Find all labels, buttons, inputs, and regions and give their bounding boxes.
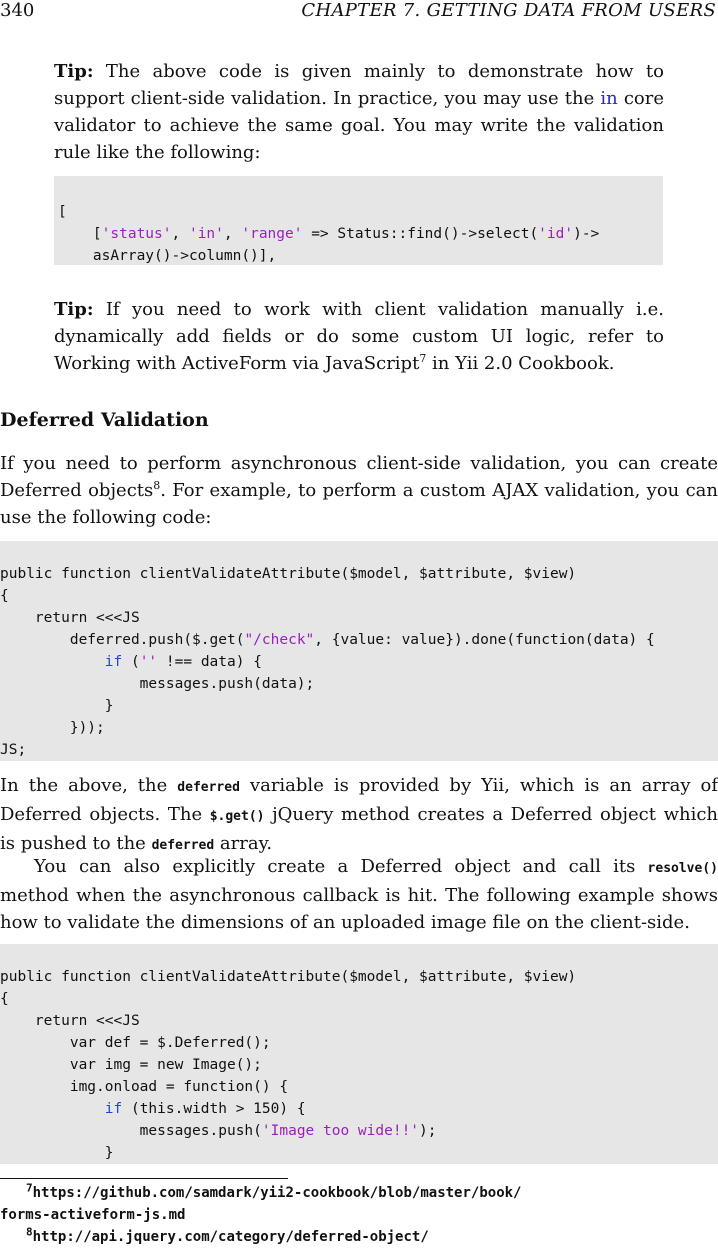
tip-label: Tip: [54,61,94,82]
code-line: deferred.push($.get("/check", {value: value}).done(function(data) { [0,632,655,648]
footnote-7-continued [0,1204,185,1226]
code-line: JS; [0,742,27,758]
code-line: ['status', 'in', 'range' => Status::find()->select('id')-> [58,226,600,242]
tip-text-after: core validator to achieve the same goal. You may write the validation rule like the following: [54,88,664,163]
code-line: public function clientValidateAttribute($model, $attribute, $view) [0,566,577,582]
code-line: var def = $.Deferred(); [0,1035,271,1051]
footnote-7: $^7$https://github.com/samdark/yii2-cookbook/blob/master/book/ [26,1181,522,1201]
in-validator-link[interactable]: in [600,88,618,109]
tip-text-after: in Yii 2.0 Cookbook. [426,353,615,374]
code-line: } [0,698,114,714]
code-line: asArray()->column()], [58,248,277,264]
code-line: img.onload = function() { [0,1079,289,1095]
paragraph-explicit-deferred: You can also explicitly create a Deferred object and call its resolve() method when the asynchronous callback is hit. The following example shows how to validate the dimensions of an uploaded image file on the client-side. [0,856,718,933]
code-line: } [0,1145,114,1161]
tip-text-before: The above code is given mainly to demonstrate how to support client-side validation. In practice, you may use the [54,61,664,109]
section-heading: Deferred Validation [0,409,209,431]
section-intro: If you need to perform asynchronous client-side validation, you can create Deferred objects$^8$. For example, to perform a custom AJAX validation, you can use the following code: [0,453,718,528]
code-line: messages.push(data); [0,676,315,692]
page-header [0,0,718,22]
tip-label: Tip: [54,299,94,320]
tip-validation-note [54,58,664,166]
footnote-ref-7[interactable]: 7 [419,352,427,365]
code-line: return <<<JS [0,610,140,626]
code-line: messages.push('Image too wide!!'); [0,1123,437,1139]
chapter-title: CHAPTER 7. GETTING DATA FROM USERS [301,0,716,21]
code-line: { [0,991,9,1007]
paragraph-deferred-explanation: In the above, the deferred variable is provided by Yii, which is an array of Deferred objects. The $.get() jQuery method creates a Deferred object which is pushed to the deferred array. [0,775,718,854]
code-line: })); [0,720,105,736]
code-block-deferred-ajax [0,541,718,761]
code-line: var img = new Image(); [0,1057,262,1073]
footnote-7-link[interactable]: https://github.com/samdark/yii2-cookbook/blob/master/book/ [32,1185,522,1201]
footnote-7-link-cont[interactable]: forms-activeform-js.md [0,1207,186,1223]
footnote-divider [0,1178,288,1179]
code-line: return <<<JS [0,1013,140,1029]
code-line: [ [58,204,67,220]
tip-text-before: If you need to work with client validation manually i.e. dynamically add fields or do some custom UI logic, refer to Working with ActiveForm via JavaScript [54,299,664,374]
tip-client-validation [54,296,664,377]
code-block-in-validator [54,176,663,265]
footnote-8: $^8$http://api.jquery.com/category/deferred-object/ [26,1225,429,1245]
footnote-8-link[interactable]: http://api.jquery.com/category/deferred-object/ [32,1229,429,1245]
code-line: public function clientValidateAttribute($model, $attribute, $view) [0,969,577,985]
code-block-image-dimensions [0,944,718,1164]
code-line: { [0,588,9,604]
footnote-ref-8[interactable]: 8 [153,479,161,492]
code-line: if (this.width > 150) { [104,1101,306,1117]
code-line: if ('' !== data) { [104,654,262,670]
page-number: 340 [0,0,35,21]
